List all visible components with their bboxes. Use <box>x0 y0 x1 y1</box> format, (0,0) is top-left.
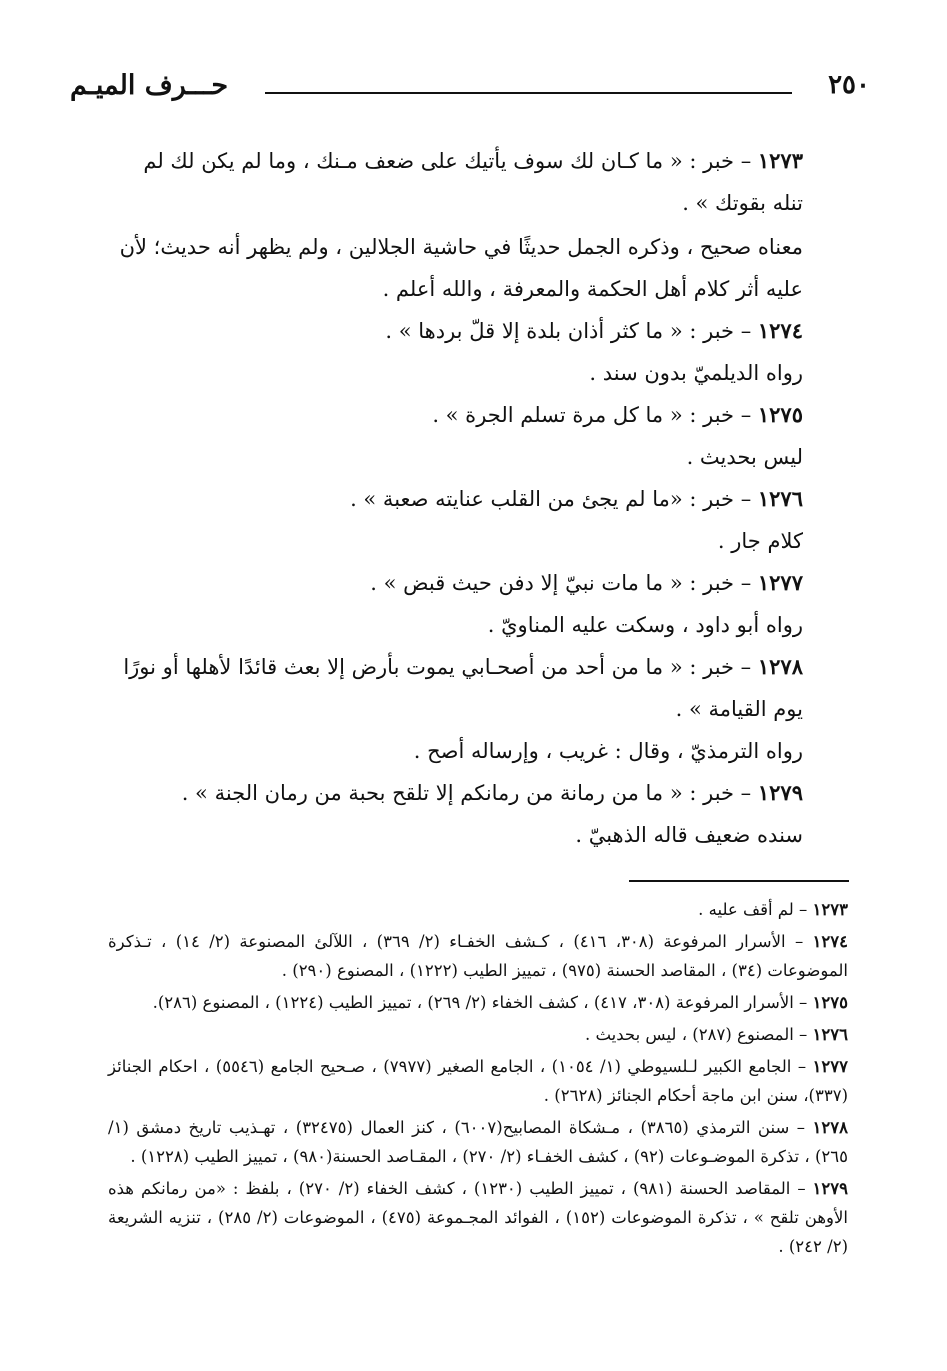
entry-1275 <box>108 394 843 436</box>
commentary-text: كلام جار . <box>717 529 803 553</box>
footnote-1273 <box>108 895 848 924</box>
entry-1274 <box>108 310 843 352</box>
entry-text: – خبر : « ما من أحد من أصحـابي يموت بأرض إلا بعث قائدًا لأهلها أو نورًا يوم القيامة » . <box>123 655 803 721</box>
commentary-text: سنده ضعيف قاله الذهبيّ . <box>575 823 803 847</box>
page-number: ٢٥٠ <box>828 70 870 100</box>
footnote-text: – الجامع الكبير لـلسيوطي (١/ ١٠٥٤) ، الجامع الصغير (٧٩٧٧) ، صـحيح الجامع (٥٥٤٦) ، احكام الجنائز (٣٣٧)، سنن ابن ماجة أحكام الجنائز (٢٦٢٨) . <box>108 1057 848 1105</box>
entry-text: – خبر : « ما كثر أذان بلدة إلا قلّ بردها » . <box>385 319 758 343</box>
commentary-text: معناه صحيح ، وذكره الجمل حديثًا في حاشية الجلالين ، ولم يظهر أنه حديث؛ لأن عليه أثر كلام أهل الحكمة والمعرفة ، والله أعلم . <box>119 235 803 301</box>
commentary-1277 <box>108 604 843 646</box>
entry-number: ١٢٧٣ <box>757 148 803 173</box>
entry-text: – خبر : « ما مات نبيّ إلا دفن حيث قبض » . <box>370 571 758 595</box>
footnote-number: ١٢٧٤ <box>812 932 848 951</box>
footnote-number: ١٢٧٧ <box>812 1057 848 1076</box>
commentary-1276 <box>108 520 843 562</box>
entry-text: – خبر : « ما كـان لك سوف يأتيك على ضعف مـنك ، وما لم يكن لك لم تنله بقوتك » . <box>143 149 803 215</box>
footnotes <box>108 895 848 1264</box>
entry-text: – خبر : « ما من رمانة من رمانكم إلا تلقح بحبة من رمان الجنة » . <box>181 781 758 805</box>
entry-text: – خبر : «ما لم يجئ من القلب عنايته صعبة » . <box>350 487 758 511</box>
footnote-text: – سنن الترمذي (٣٨٦٥) ، مـشكاة المصابيح(٦٠٠٧) ، كنز العمال (٣٢٤٧٥) ، تهـذيب تاريخ دمشق (١/ ٢٦٥) ، تذكرة الموضـوعات (٩٢) ، كشف الخفـاء (٢/ ٢٧٠) ، المقـاصد الحسنة(٩٨٠) ، تمييز الطيب (١٢٢٨) . <box>108 1118 848 1166</box>
commentary-text: رواه الترمذيّ ، وقال : غريب ، وإرساله أصح . <box>413 739 803 763</box>
commentary-1274 <box>108 352 843 394</box>
footnote-number: ١٢٧٥ <box>812 993 848 1012</box>
main-text <box>108 140 843 856</box>
commentary-text: رواه الديلميّ بدون سند . <box>589 361 803 385</box>
entry-number: ١٢٧٤ <box>757 318 803 343</box>
entry-number: ١٢٧٥ <box>757 402 803 427</box>
commentary-text: ليس بحديث . <box>686 445 803 469</box>
entry-1276 <box>108 478 843 520</box>
entry-text: – خبر : « ما كل مرة تسلم الجرة » . <box>432 403 758 427</box>
commentary-1275 <box>108 436 843 478</box>
entry-1279 <box>108 772 843 814</box>
footnote-number: ١٢٧٣ <box>812 900 848 919</box>
footnote-number: ١٢٧٦ <box>812 1025 848 1044</box>
footnote-number: ١٢٧٩ <box>812 1179 848 1198</box>
footnote-text: – الأسرار المرفوعة (٣٠٨، ٤١٦) ، كـشف الخفـاء (٢/ ٣٦٩) ، اللآلئ المصنوعة (٢/ ١٤) ، تـذكرة الموضوعات (٣٤) ، المقاصد الحسنة (٩٧٥) ، تمييز الطيب (١٢٢٢) ، المصنوع (٢٩٠) . <box>108 932 848 980</box>
commentary-1278 <box>108 730 843 772</box>
commentary-1279 <box>108 814 843 856</box>
commentary-text: رواه أبو داود ، وسكت عليه المناويّ . <box>487 613 803 637</box>
footnote-text: – المصنوع (٢٨٧) ، ليس بحديث . <box>584 1025 813 1044</box>
entry-number: ١٢٧٦ <box>757 486 803 511</box>
footnote-1279 <box>108 1174 848 1261</box>
footnote-text: – الأسرار المرفوعة (٣٠٨، ٤١٧) ، كشف الخفاء (٢/ ٢٦٩) ، تمييز الطيب (١٢٢٤) ، المصنوع (٢٨٦). <box>152 993 813 1012</box>
footnote-1275 <box>108 988 848 1017</box>
entry-1277 <box>108 562 843 604</box>
chapter-title: حـــرف الميـم <box>70 70 229 101</box>
footnote-1276 <box>108 1020 848 1049</box>
header-rule <box>265 92 792 94</box>
entry-1278 <box>108 646 843 730</box>
page-header <box>70 62 870 122</box>
entry-number: ١٢٧٧ <box>757 570 803 595</box>
entry-1273 <box>108 140 843 224</box>
footnote-number: ١٢٧٨ <box>812 1118 848 1137</box>
footnote-1278 <box>108 1113 848 1171</box>
entry-number: ١٢٧٨ <box>757 654 803 679</box>
footnote-1277 <box>108 1052 848 1110</box>
footnote-separator <box>629 880 849 882</box>
footnote-text: – لم أقف عليه . <box>698 900 813 919</box>
footnote-1274 <box>108 927 848 985</box>
commentary-1273 <box>108 226 843 310</box>
entry-number: ١٢٧٩ <box>757 780 803 805</box>
footnote-text: – المقاصد الحسنة (٩٨١) ، تمييز الطيب (١٢٣٠) ، كشف الخفاء (٢/ ٢٧٠) ، بلفظ : «من رمانكم هذه الأوهن تلقح » ، تذكرة الموضوعات (١٥٢) ، الفوائد المجـموعة (٤٧٥) ، الموضوعات (٢/ ٢٨٥) ، تنزيه الشريعة (٢/ ٢٤٢) . <box>108 1179 848 1256</box>
